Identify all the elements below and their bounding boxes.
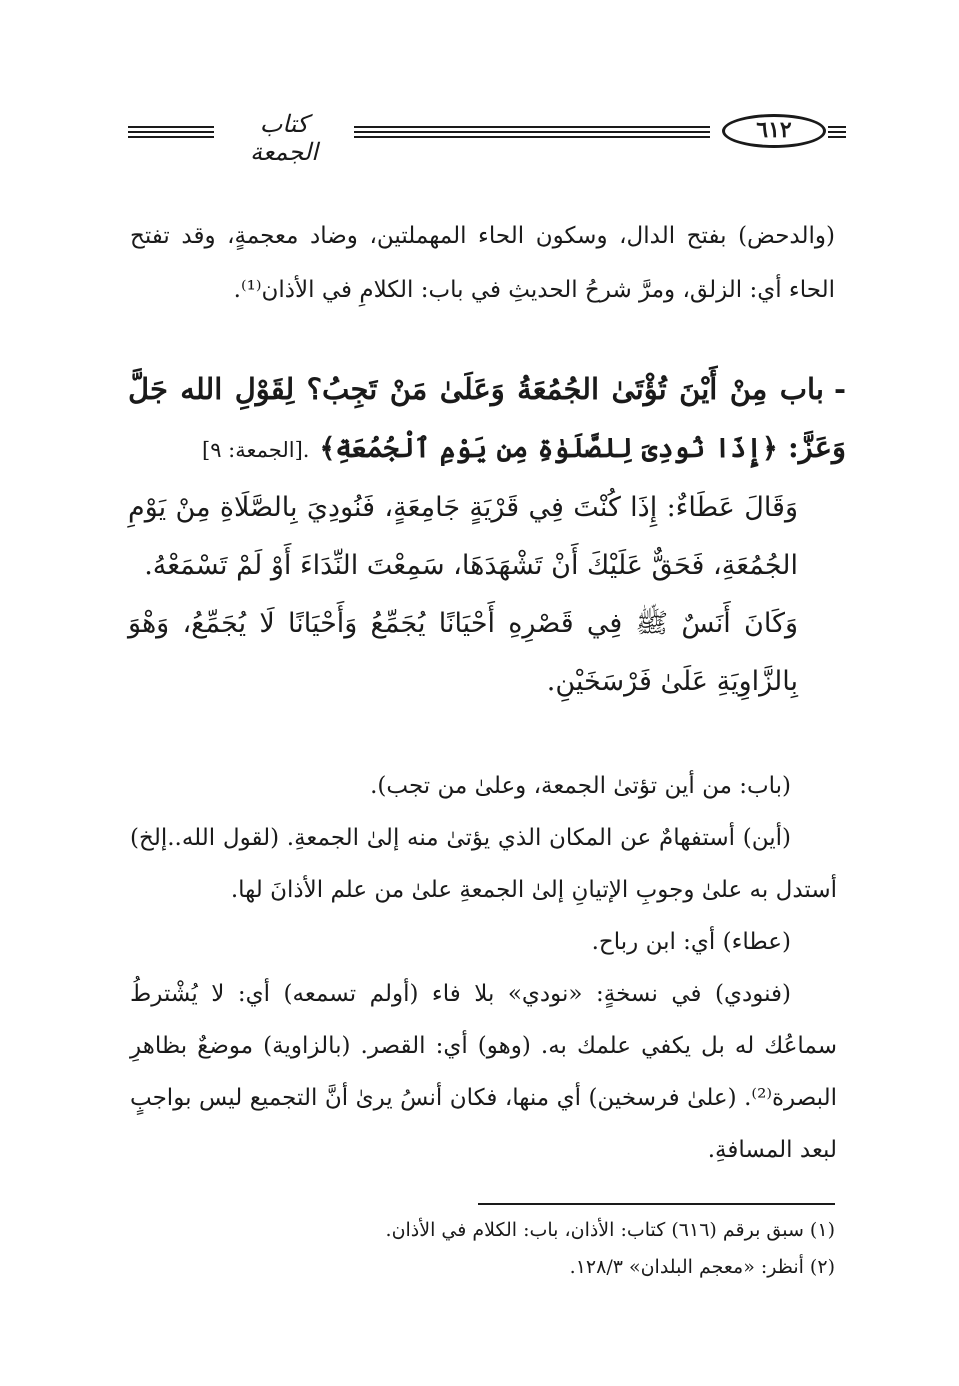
page-header bbox=[128, 108, 846, 166]
footnote: (٢) أنظر: «معجم البلدان» ١٢٨/٣. bbox=[569, 1256, 835, 1278]
chapter-section bbox=[128, 360, 846, 711]
quran-verse: ﴿إِذَا نُودِىَ لِلصَّلَوٰةِ مِن يَوْمِ ٱلْجُمُعَةِ﴾ bbox=[319, 433, 778, 464]
header-rule bbox=[354, 126, 710, 128]
chapter-heading bbox=[128, 360, 846, 479]
footnote: (١) سبق برقم (٦١٦) كتاب: الأذان، باب: الكلام في الأذان. bbox=[385, 1219, 835, 1241]
commentary-paragraph: (عطاء) أي: ابن رباح. bbox=[591, 929, 791, 955]
header-rule bbox=[354, 136, 710, 138]
quote-ata: وَقَالَ عَطَاءٌ: إِذَا كُنْتَ فِي قَرْيَةٍ جَامِعَةٍ، فَنُودِيَ بِالصَّلَاةِ مِنْ يَوْمِ الجُمُعَةِ، فَحَقٌّ عَلَيْكَ أَنْ تَشْهَدَهَا، سَمِعْتَ النِّدَاءَ أَوْ لَمْ تَسْمَعْهُ. bbox=[128, 492, 798, 581]
heading-dash: - bbox=[833, 372, 846, 406]
running-title: كتاب الجمعة bbox=[250, 110, 318, 166]
header-rule bbox=[828, 136, 846, 138]
commentary-paragraph: (فنودي) في نسخةٍ: «نودي» بلا فاء (أولم تسمعه) أي: لا يُشْترطُ سماعُك له بل يكفي علمك به. (وهو) أي: القصر. (بالزاوية) موضعٌ بظاهرِ البصرة⁽²⁾. (علىٰ فرسخين) أي منها، فكان أنسُ يرىٰ أنَّ التجميع ليس بواجبٍ لبعد المسافةِ. bbox=[130, 981, 837, 1163]
page-number: ٦١٢ bbox=[722, 114, 826, 148]
intro-paragraph: (والدحض) بفتح الدال، وسكون الحاء المهملتين، وضاد معجمةٍ، وقد تفتح الحاء أي: الزلق، ومرَّ شرحُ الحديثِ في باب: الكلامِ في الأذان⁽¹⁾. bbox=[130, 223, 835, 303]
header-rule bbox=[128, 136, 214, 138]
header-rule bbox=[128, 126, 214, 128]
chapter-title: باب مِنْ أَيْنَ تُؤْتَىٰ الجُمُعَةُ وَعَلَىٰ مَنْ تَجِبُ؟ لِقَوْلِ الله جَلَّ وَعَزَّ: bbox=[128, 372, 846, 464]
commentary-paragraph: (باب: من أين تؤتىٰ الجمعة، وعلىٰ من تجب). bbox=[370, 773, 791, 799]
header-rule bbox=[828, 131, 846, 133]
commentary-paragraph: (أين) أستفهامٌ عن المكان الذي يؤتىٰ منه إلىٰ الجمعةِ. (لقول الله..إلخ) أستدل به علىٰ وجوبِ الإتيانِ إلىٰ الجمعةِ علىٰ من علم الأذانَ لها. bbox=[130, 825, 837, 903]
verse-reference: .[الجمعة: ٩] bbox=[202, 438, 310, 462]
footnote-divider bbox=[478, 1203, 835, 1205]
commentary bbox=[130, 760, 837, 1176]
footnotes bbox=[130, 1212, 835, 1286]
header-rule bbox=[128, 131, 214, 133]
header-rule bbox=[354, 131, 710, 133]
quote-anas: وَكَانَ أَنَسٌ ﷺ فِي قَصْرِهِ أَحْيَانًا يُجَمِّعُ وَأَحْيَانًا لَا يُجَمِّعُ، وَهْوَ بِالزَّاوِيَةِ عَلَىٰ فَرْسَخَيْنِ. bbox=[128, 608, 798, 697]
header-rule bbox=[828, 126, 846, 128]
